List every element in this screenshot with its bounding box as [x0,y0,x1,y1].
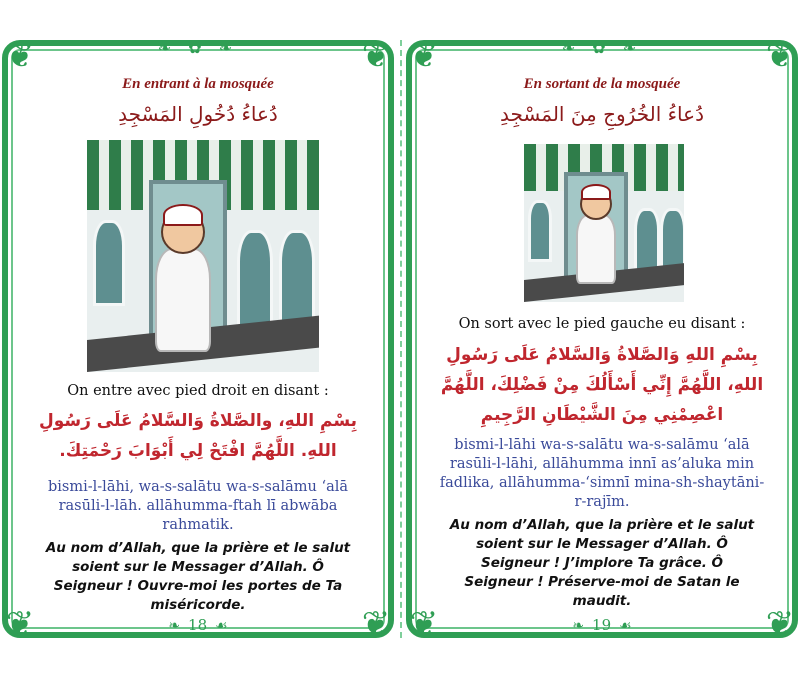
mosque-entering-illustration [87,140,319,372]
ornament-icon: ☙ [619,618,632,634]
page-title: En entrant à la mosquée [122,76,274,92]
arabic-dua: بِسْمِ اللهِ وَالصَّلاةُ وَالسَّلامُ عَلَى رَسُولِ اللهِ، اللَّهُمَّ إِنِّي أَسْأَلُكَ مِنْ فَضْلِكَ، اللَّهُمَّ اعْصِمْنِي مِنَ الشَّيْطَانِ الرَّجِيمِ [440,345,764,425]
page-title: En sortant de la mosquée [523,76,681,92]
page-number: ❧ 18 ☙ [168,616,228,634]
corner-ornament-icon: ❦ [361,36,391,76]
arabic-title: دُعاءُ دُخُولِ المَسْجِدِ [118,102,278,126]
page-divider [400,40,402,638]
mosque-leaving-illustration [524,144,684,302]
top-flourish-icon: ❧ ✿ ❧ [561,38,643,57]
corner-ornament-icon: ❦ [409,36,439,76]
top-flourish-icon: ❧ ✿ ❧ [157,38,239,57]
french-translation: Au nom d’Allah, que la prière et le salut soient sur le Messager d’Allah. Ô Seigneur ! J’implore Ta grâce. Ô Seigneur ! Préserve-moi de Satan le maudit. [449,517,755,609]
corner-ornament-icon: ❦ [5,36,35,76]
instruction-caption: On sort avec le pied gauche eu disant : [458,316,746,332]
french-translation: Au nom d’Allah, que la prière et le salut soient sur le Messager d’Allah. Ô Seigneur ! Ouvre-moi les portes de Ta miséricorde. [45,540,351,613]
page-right [406,36,798,644]
boy-figure [576,214,616,284]
ornament-icon: ❧ [572,618,585,634]
corner-ornament-icon: ❦ [409,604,439,644]
ornament-icon: ☙ [215,618,228,634]
page-number: ❧ 19 ☙ [572,616,632,634]
corner-ornament-icon: ❦ [765,604,795,644]
corner-ornament-icon: ❦ [5,604,35,644]
transliteration: bismi-l-lāhi, wa-s-salātu wa-s-salāmu ‘alā rasūli-l-lāh. allāhumma-ftah lī abwāba rahmatik. [48,479,348,533]
ornament-icon: ❧ [168,618,181,634]
corner-ornament-icon: ❦ [361,604,391,644]
corner-ornament-icon: ❦ [765,36,795,76]
arabic-title: دُعاءُ الخُرُوجِ مِنَ المَسْجِدِ [500,102,704,126]
boy-figure [155,248,211,352]
page-left [2,36,394,644]
arabic-dua: بِسْمِ اللهِ، والصَّلاةُ وَالسَّلامُ عَلَى رَسُولِ اللهِ. اللَّهُمَّ افْتَحْ لِي أَبْوَابَ رَحْمَتِكَ. [38,411,358,461]
instruction-caption: On entre avec pied droit en disant : [67,383,329,399]
transliteration: bismi-l-lāhi wa-s-salātu wa-s-salāmu ‘alā rasūli-l-lāhi, allāhumma innī as’aluka min fadlika, allāhumma-‘simnī mina-sh-shaytāni-r-rajīm. [439,437,765,510]
